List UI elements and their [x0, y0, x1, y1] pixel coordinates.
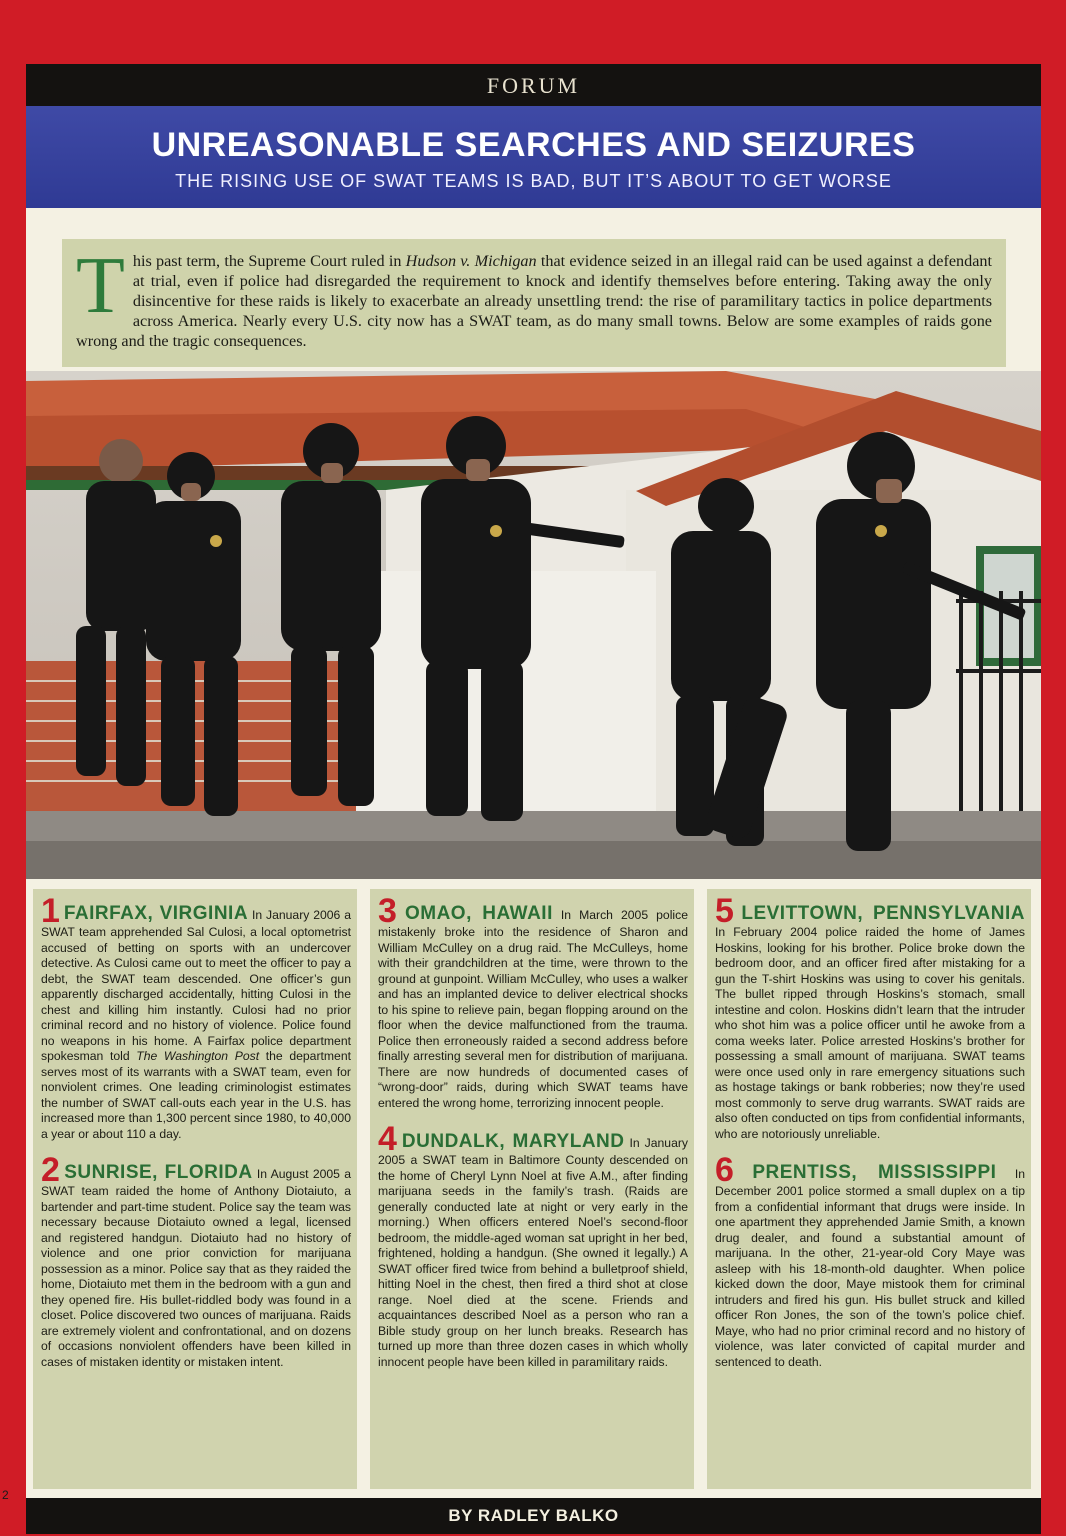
title-band: [26, 106, 1041, 208]
magazine-page: [26, 64, 1041, 1525]
story-place: OMAO, HAWAII: [404, 903, 553, 924]
column-3: [707, 889, 1031, 1489]
drop-cap: T: [76, 242, 125, 330]
story-place: DUNDALK, MARYLAND: [401, 1131, 625, 1152]
story-text-a: In January 2006 a SWAT team apprehended Sal Culosi, a local optometrist accused of betting on sports with an undercover detective. As Culosi came out to meet the officer to pay a debt, the SWAT team descended. One officer’s gun apparently discharged accidentally, hitting Culosi in the chest and killing him instantly. Culosi had no prior criminal record and no history of violence. Police found no weapons in his home. A Fairfax police department spokesman told: [41, 908, 351, 1063]
story-text: In January 2005 a SWAT team in Baltimore County descended on the home of Cheryl Lynn Noel at five A.M., after finding marijuana seeds in the family’s trash. (Raids are generally conducted late at night or very early in the morning.) When officers entered Noel’s second-floor bedroom, the middle-aged woman sat upright in her bed, frightened, holding a handgun. (She owned it legally.) A SWAT officer fired twice from behind a bulletproof shield, hitting Noel in the chest, then fired a third shot at close range. Noel died at the scene. Friends and acquaintances described Noel as a person who ran a Bible study group on her lunch breaks. Research has turned up more than three dozen cases in which wholly innocent people have been killed in paramilitary raids.: [378, 1136, 689, 1369]
intro-text-b: that evidence seized in an illegal raid can be used against a defendant at trial, even if police had disregarded the requirement to knock and identify themselves before entering. Taking away the only disincentive for these raids is likely to exacerbate an already unsettling trend: the rise of paramilitary tactics in police departments across America. Nearly every U.S. city now has a SWAT team, as do many small towns. Below are some examples of raids gone wrong and the tragic consequences.: [76, 252, 992, 350]
story-text: In March 2005 police mistakenly broke into the residence of Sharon and William McCulley on a drug raid. The McCulleys, home with their grandchildren at the time, were thrown to the ground at gunpoint. William McCulley, who uses a walker and has an implanted device to deliver electrical shocks to his spine to relieve pain, began flopping around on the floor when the device malfunctioned from the trauma. Police then erroneously raided a second address before finally arresting several men for distribution of marijuana. There are now hundreds of documented cases of “wrong-door” raids, during which SWAT teams have entered the wrong home, terrorizing innocent people.: [378, 908, 688, 1110]
story-5: [715, 892, 1025, 1142]
story-number: 5: [715, 892, 734, 930]
story-number: 1: [41, 892, 60, 930]
publication-name: The Washington Post: [136, 1049, 260, 1063]
section-header: FORUM: [26, 64, 1041, 106]
story-text: In August 2005 a SWAT team raided the home of Anthony Diotaiuto, a bartender and part-time student. Police say the team was necessary because Diotaiuto owned a legal, licensed and registered handgun. Diotaiuto had no history of violence and one prior conviction for marijuana possession as a minor. Police say that as they raided the home, Diotaiuto met them in the bedroom with a gun and they opened fire. His bullet-riddled body was found in a closet. Police discovered two ounces of marijuana. Raids are extremely violent and confrontational, and on dozens of occasions nonviolent offenders have been killed in cases of mistaken identity or mistaken intent.: [41, 1167, 352, 1369]
intro-text-a: his past term, the Supreme Court ruled in: [132, 252, 406, 270]
intro-paragraph: [62, 239, 1006, 367]
story-number: 3: [378, 892, 397, 930]
story-4: [378, 1120, 689, 1370]
story-text: In February 2004 police raided the home of James Hoskins, looking for his brother. Police broke down the bedroom door, and an officer fired after mistaking for a gun the T-shirt Hoskins was using to cover his genitals. The bullet ripped through Hoskins’s stomach, small intestine and colon. Hoskins didn’t learn that the intruder who shot him was a police officer until he awoke from a coma weeks later. Police arrested Hoskins’s brother for possessing a small amount of marijuana. SWAT teams were once used only in rare emergency situations such as hostage takings or bank robberies; now they’re used most commonly to serve drug warrants. SWAT raids are also often conducted on tips from confidential informants, who are notoriously unreliable.: [715, 925, 1025, 1141]
article-subtitle: THE RISING USE OF SWAT TEAMS IS BAD, BUT IT’S ABOUT TO GET WORSE: [175, 171, 892, 191]
story-1: [41, 892, 351, 1142]
case-name: Hudson v. Michigan: [405, 252, 537, 270]
column-1: [33, 889, 357, 1489]
page-number: 2: [2, 1488, 9, 1502]
story-6: [715, 1151, 1025, 1370]
swat-photo-illustration: [26, 371, 1041, 879]
story-place: FAIRFAX, VIRGINIA: [63, 903, 249, 924]
story-number: 6: [715, 1151, 734, 1189]
story-3: [378, 892, 688, 1111]
column-2: [370, 889, 694, 1489]
story-text: In December 2001 police stormed a small duplex on a tip from a confidential informant that drugs were inside. In one apartment they apprehended Jamie Smith, a known drug dealer, and found a substantial amount of marijuana. In the other, 21-year-old Cory Maye was asleep with his 18-month-old daughter. When police kicked down the door, Maye mistook them for criminal intruders and fired his gun. His bullet struck and killed officer Ron Jones, the son of the town’s police chief. Maye, who had no prior criminal record and no history of violence, was later convicted of capital murder and sentenced to death.: [715, 1167, 1025, 1369]
story-2: [41, 1151, 352, 1370]
story-number: 2: [41, 1151, 60, 1189]
swat-team-photo: [26, 371, 1041, 879]
story-place: SUNRISE, FLORIDA: [64, 1162, 253, 1183]
story-number: 4: [378, 1120, 397, 1158]
byline: BY RADLEY BALKO: [26, 1498, 1041, 1534]
story-place: LEVITTOWN, PENNSYLVANIA: [741, 903, 1025, 924]
story-text-b: the department serves most of its warrants with a SWAT team, even for nonviolent crimes. One leading criminologist estimates the number of SWAT call-outs each year in the U.S. has increased more than 1,300 percent since 1980, to 40,000 a year or about 110 a day.: [41, 1049, 351, 1141]
story-place: PRENTISS, MISSISSIPPI: [752, 1162, 997, 1183]
article-title: UNREASONABLE SEARCHES AND SEIZURES: [151, 126, 916, 164]
